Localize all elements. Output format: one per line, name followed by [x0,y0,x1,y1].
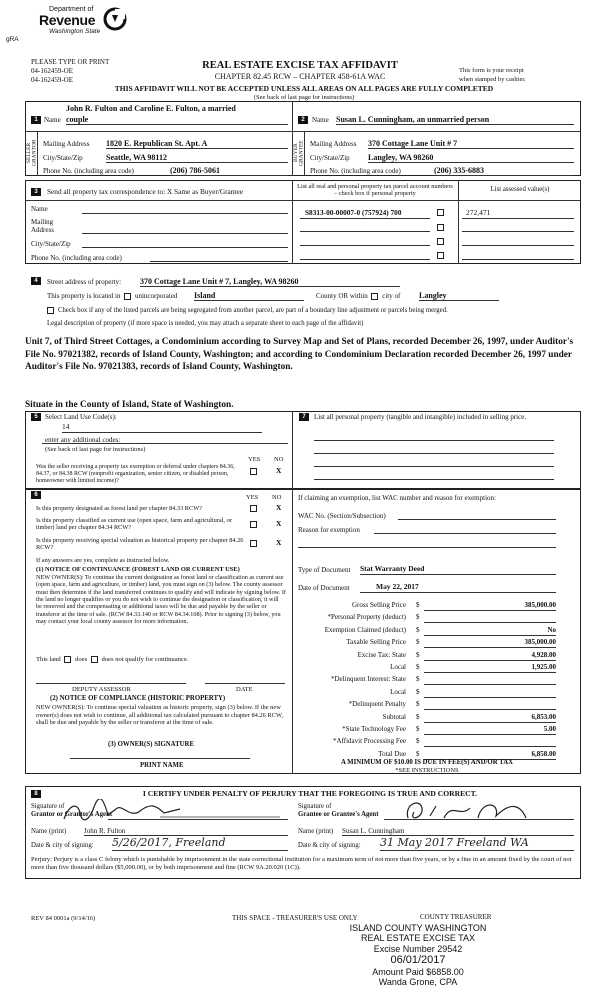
calc-value[interactable]: 1,925.00 [424,663,556,673]
receipt-note-2: when stamped by cashier. [459,76,526,83]
section5-yes-header: YES [248,456,261,463]
corr-mailing-label-1: Mailing [31,218,54,226]
property-section-number: 4 [31,277,41,285]
calc-value[interactable]: 4,928.00 [424,651,556,661]
property-street: 370 Cottage Lane Unit # 7, Langley, WA 98260 [140,277,400,287]
agency-state: Washington State [49,28,101,35]
current-use-answer[interactable]: X [276,519,282,528]
land-use-section-number: 5 [31,413,41,421]
file-ref-2: 04-162459-OE [31,76,73,84]
calc-row [298,725,556,735]
grantee-signature [400,796,580,826]
corr-city-label: City/State/Zip [31,240,71,248]
located-text [47,292,177,300]
personal-property-section-number: 7 [299,413,309,421]
form-subtitle: CHAPTER 82.45 RCW – CHAPTER 458-61A WAC [214,72,386,81]
seller-city-label: City/State/Zip [43,154,83,162]
parcel-number: S8313-00-00007-0 (757924) 700 [305,208,402,217]
receipt-note-1: This form is your receipt [459,67,524,74]
calc-currency: $ [416,650,420,659]
buyer-phone: (206) 335-6883 [434,166,574,176]
reason-label: Reason for exemption [298,526,360,534]
parcel-personal-checkbox-4[interactable] [437,252,444,259]
agency-name: Revenue [39,12,96,28]
stamp-date: 06/01/2017 [390,954,446,967]
buyer-phone-label: Phone No. (including area code) [310,167,401,175]
parcel-personal-checkbox-1[interactable] [437,209,444,216]
calc-label: Exemption Claimed (deduct) [324,625,406,634]
grantor-name: John R. Fulton [84,827,288,836]
seller-side-label: SELLER GRANTOR [26,139,38,167]
stamp-county: ISLAND COUNTY WASHINGTON [349,923,487,933]
calc-row [298,651,556,661]
grantee-sig-label-2: Grantee or Grantee's Agent [298,811,379,818]
form-warning: THIS AFFIDAVIT WILL NOT BE ACCEPTED UNLESS ALL AREAS ON ALL PAGES ARE FULLY COMPLETED [114,84,494,93]
does-label: does [75,656,88,664]
city-checkbox[interactable] [371,293,378,300]
seller-mailing: 1820 E. Republican St. Apt. A [106,139,288,149]
historic-yes-checkbox[interactable] [250,540,257,547]
section6-no-header: NO [272,494,282,501]
doc-date: May 22, 2017 [360,583,556,593]
current-use-yes-checkbox[interactable] [250,521,257,528]
calc-currency: $ [416,601,420,609]
grantor-name-label: Name (print) [31,828,67,835]
file-ref-1: 04-162459-OE [31,67,73,75]
segregated-text: Check box if any of the listed parcels are being segregated from another parcel, are part of a boundary line adjustment or parcels being merged. [58,307,448,314]
calc-label: Total Due [378,749,406,758]
street-label: Street address of property: [47,278,122,286]
compliance-body: NEW OWNER(S): To continue special valuation as historic property, sign (3) below. If the new owner(s) does not wish to continue, all additional tax calculated pursuant to chapter 84.26 RCW, shall be due and payable by the seller or transferor at the time of sale. [36,704,283,727]
owner-signature-label: (3) OWNER(S) SIGNATURE [108,741,194,748]
assessed-header: List assessed value(s) [490,186,550,193]
parcel-personal-checkbox-3[interactable] [437,238,444,245]
agency-line1: Department of [49,6,94,13]
seller-mailing-label: Mailing Address [43,140,90,148]
buyer-city: Langley, WA 98260 [368,153,574,163]
grantee-sig-label-1: Signature of [298,803,332,810]
calc-currency: $ [416,613,420,622]
calc-row [298,713,556,723]
buyer-mailing-label: Mailing Address [310,140,357,148]
calc-currency: $ [416,749,420,758]
compliance-title: (2) NOTICE OF COMPLIANCE (HISTORIC PROPERTY) [50,695,226,702]
legal-note: Legal description of property (if more space is needed, you may attach a separate sheet to each page of the affidavit) [47,320,364,327]
section6-yes-header: YES [246,494,259,501]
calc-currency: $ [416,663,420,671]
calc-value[interactable]: 385,000.00 [424,601,556,611]
stamp-treasurer-name: Wanda Grone, CPA [378,977,458,988]
deputy-assessor-label: DEPUTY ASSESSOR [72,686,131,693]
calc-label: Taxable Selling Price [346,638,406,647]
see-instructions-note: *SEE INSTRUCTIONS [395,767,459,774]
grantor-date-city: 5/26/2017, Freeland [112,837,288,851]
additional-codes: enter any additional codes: [45,436,121,444]
calc-row [298,613,556,623]
calc-label: *Delinquent Penalty [348,700,406,709]
grantee-date-city: 31 May 2017 Freeland WA [380,837,574,851]
instructions-note: (See back of last page for instructions) [253,94,355,101]
continuance-title: (1) NOTICE OF CONTINUANCE (FOREST LAND OR CURRENT USE) [36,566,240,573]
grantee-date-label: Date & city of signing: [298,842,361,849]
does-not-label: does not qualify for continuance. [101,656,189,664]
county-or-text: County OR within [316,292,368,300]
calc-currency: $ [416,725,420,733]
buyer-city-label: City/State/Zip [310,154,350,162]
forest-answer[interactable]: X [276,503,282,512]
corr-mailing-label-2: Address [31,226,54,234]
located-label: This property is located in [47,292,121,300]
calc-value[interactable]: 5.00 [424,725,556,735]
calc-label: *State Technology Fee [342,725,406,733]
land-use-label: Select Land Use Code(s): [45,413,117,421]
land-use-see-back: (See back of last page for instructions) [45,446,146,453]
calc-currency: $ [416,687,420,696]
this-land-label: This land [36,656,61,664]
correspondence-section-number: 3 [31,188,41,196]
assessor-date-label: DATE [236,686,253,693]
forest-land-question: Is this property designated as forest land per chapter 84.33 RCW? [36,505,202,512]
doc-type-label: Type of Document [298,566,351,574]
exemption-yes-checkbox[interactable] [250,468,257,475]
wac-label: WAC No. (Section/Subsection) [298,512,386,520]
any-yes-note: If any answers are yes, complete as instructed below. [36,557,170,564]
certification-section-number: 8 [31,790,41,798]
form-number: REV 84 0001a (9/14/16) [31,915,96,922]
calc-value[interactable]: 385,000.00 [424,638,556,648]
exemption-question: Was the seller receiving a property tax exemption or deferral under chapters 84.36, 84.37, or 84.38 RCW (nonprofit organization, senior citizen, or disabled person, homeowner with limited income)? [36,464,235,484]
calc-value[interactable] [424,613,556,623]
revenue-logo [25,6,135,48]
print-note: PLEASE TYPE OR PRINT [31,58,110,66]
parcel-header: List all real and personal property tax parcel account numbers – check box if personal property [297,183,453,198]
historic-answer[interactable]: X [276,538,282,547]
current-use-question: Is this property classified as current use (open space, farm and agricultural, or timber) land per chapter 84.34 RCW? [36,517,232,532]
minimum-fee-note: A MINIMUM OF $10.00 IS DUE IN FEE(S) AND/OR TAX [340,759,514,766]
grantor-sig-label-2: Grantor or Grantor's Agent [31,811,113,818]
corr-name-label: Name [31,205,48,213]
exemption-answer[interactable]: X [276,466,282,475]
segregated-checkbox[interactable] [47,307,54,314]
calc-label: *Personal Property (deduct) [327,613,406,622]
grantee-name-label: Name (print) [298,828,334,835]
land-use-code: 14 [62,423,262,433]
form-title: REAL ESTATE EXCISE TAX AFFIDAVIT [202,60,398,71]
calc-label: Local [390,687,406,696]
property-city: Langley [419,291,499,301]
calc-row [298,700,556,710]
does-checkbox[interactable] [64,656,71,663]
does-not-checkbox[interactable] [91,656,98,663]
treasurer-stamp [318,923,518,987]
grantor-sig-label-1: Signature of [31,803,65,810]
revenue-emblem-icon [103,7,127,31]
buyer-name-label: Name [312,116,329,124]
grantee-name: Susan L. Cunningham [342,827,574,836]
city-of-label: city of [382,292,401,300]
personal-property-label: List all personal property (tangible and intangible) included in selling price. [314,413,527,421]
section5-no-header: NO [274,456,284,463]
seller-name-label: Name [44,116,61,124]
forest-yes-checkbox[interactable] [250,505,257,512]
grantor-date-label: Date & city of signing: [31,842,94,849]
calc-row [298,638,556,648]
assessed-value: 272,471 [466,208,491,217]
calc-label: *Affidavit Processing Fee [333,737,406,746]
seller-section-number: 1 [31,116,41,124]
calc-currency: $ [416,638,420,647]
unincorporated-label: unincorporated [134,292,178,300]
this-land-row [36,656,188,664]
calc-row [298,737,556,747]
unincorporated-checkbox[interactable] [124,293,131,300]
stamp-amount: Amount Paid $6858.00 [372,966,464,977]
calc-label: Subtotal [382,712,406,721]
exemption-claim-label: If claiming an exemption, list WAC number and reason for exemption: [298,494,496,502]
buyer-name: Susan L. Cunningham, an unmarried person [336,115,574,125]
seller-name-line2: couple [66,115,288,125]
calc-label: Gross Selling Price [351,601,406,609]
parcel-personal-checkbox-2[interactable] [437,224,444,231]
calc-currency: $ [416,737,420,746]
buyer-side-label: BUYER GRANTEE [293,140,305,166]
treasurer-space-label: THIS SPACE - TREASURER'S USE ONLY [232,914,358,922]
calc-value[interactable]: 6,853.00 [424,713,556,723]
calc-currency: $ [416,625,420,634]
continuance-body: NEW OWNER(S): To continue the current designation as forest land or classification as current use (open space, farm and agriculture, or timber) land, you must sign on (3) below. The county assessor must then determine if the land transferred continues to qualify and will indicate by signing below. If the land no longer qualifies or you do not wish to continue the designation or classification, it will be removed and the compensating or additional taxes will be due and payable by the seller or transferor at the time of sale. (RCW 84.33.140 or RCW 84.34.108). Prior to signing (3) below, you may contact your local county assessor for more information. [36,574,286,625]
calc-value[interactable]: No [424,626,556,636]
perjury-notice: Perjury: Perjury is a class C felony which is punishable by imprisonment in the state correctional institution for a maximum term of not more than five years, or by a fine in an amount fixed by the court of not more than five thousand dollars ($5,000.00), or by both imprisonment and fine (RCW 9A.20.020 (1C)). [31,856,572,872]
seller-phone: (206) 786-5061 [170,166,288,176]
property-county: Island [194,291,304,301]
form-prefix: gRA [6,36,19,43]
calc-row [298,601,556,611]
county-treasurer-label: COUNTY TREASURER [420,913,492,921]
calc-row [298,675,556,685]
legal-description: Unit 7, of Third Street Cottages, a Condominium according to Survey Map and Set of Plans, recorded December 26, 1997, under Auditor's File No. 97021382, records of Island County, Washington; and according to Condominium Declaration recorded December 26, 1997 under Auditor's File No. 97021383, records of Island County, Washington. [25,337,574,373]
seller-phone-label: Phone No. (including area code) [43,167,134,175]
corr-phone-label: Phone No. (including area code) [31,254,122,262]
calc-label: Local [390,663,406,671]
calc-value[interactable]: 6,858.00 [424,750,556,760]
seller-city: Seattle, WA 98112 [106,153,288,163]
buyer-section-number: 2 [298,116,308,124]
calc-label: Excise Tax: State [357,650,406,659]
section6-number: 6 [31,491,41,499]
grantor-signature [60,799,290,825]
stamp-excise-number: Excise Number 29542 [373,943,463,954]
calc-value[interactable] [424,675,556,685]
doc-type: Stat Warranty Deed [360,565,556,575]
situate-line: Situate in the County of Island, State of Washington. [25,400,234,410]
seller-name-line1: John R. Fulton and Caroline E. Fulton, a married [66,104,236,113]
calc-currency: $ [416,700,420,709]
calc-row [298,663,556,673]
certification-statement: I CERTIFY UNDER PENALTY OF PERJURY THAT THE FOREGOING IS TRUE AND CORRECT. [142,789,478,798]
calc-currency: $ [416,712,420,721]
calc-label: *Delinquent Interest: State [330,675,406,684]
buyer-mailing: 370 Cottage Lane Unit # 7 [368,139,574,149]
calc-value[interactable] [424,688,556,698]
calc-value[interactable] [424,700,556,710]
calc-currency: $ [416,675,420,684]
correspondence-title: Send all property tax correspondence to: X Same as Buyer/Grantee [47,187,243,196]
calc-value[interactable] [424,737,556,747]
print-name-label: PRINT NAME [140,762,184,769]
stamp-tax: REAL ESTATE EXCISE TAX [360,933,476,944]
calc-row [298,626,556,636]
calc-row [298,688,556,698]
historic-question: Is this property receiving special valuation as historical property per chapter 84.26 RCW? [36,537,244,552]
county-or-label [316,292,400,300]
doc-date-label: Date of Document [298,584,350,592]
